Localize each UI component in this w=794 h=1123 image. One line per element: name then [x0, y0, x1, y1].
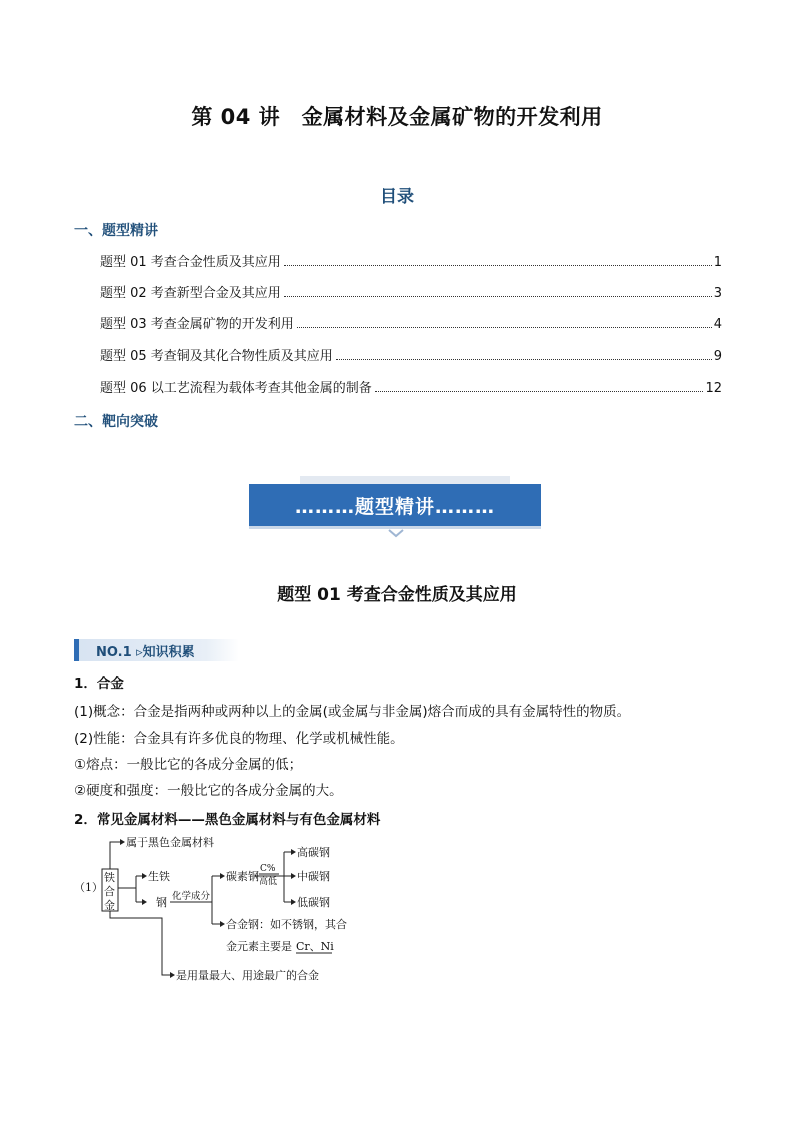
toc-entry[interactable] — [100, 283, 722, 301]
alloy-steel-label: 合金钢：如不锈钢，其合 — [226, 918, 347, 931]
alloy-concept: (1)概念：合金是指两种或两种以上的金属(或金属与非金属)熔合而成的具有金属特性的物质。 — [74, 704, 631, 720]
toc-entry-label: 题型 02 考查新型合金及其应用 — [100, 286, 281, 301]
heading-metal-materials: 2．常见金属材料——黑色金属材料与有色金属材料 — [74, 812, 381, 828]
carbon-fraction-top: C% — [260, 864, 276, 874]
toc-entry-label: 题型 03 考查金属矿物的开发利用 — [100, 317, 294, 332]
toc-entry[interactable] — [100, 346, 722, 364]
toc-entry-label: 题型 05 考查铜及其化合物性质及其应用 — [100, 349, 333, 364]
toc-leader — [336, 359, 712, 360]
toc-leader — [284, 296, 712, 297]
toc-entry-page: 12 — [705, 381, 722, 396]
iron-alloy-char: 合 — [104, 885, 115, 898]
high-carbon-steel-label: 高碳钢 — [297, 846, 330, 859]
carbon-fraction-bottom: 高低 — [259, 877, 278, 887]
knowledge-badge-bar — [74, 639, 79, 661]
toc-entry-label: 题型 01 考查合金性质及其应用 — [100, 255, 281, 270]
low-carbon-steel-label: 低碳钢 — [297, 896, 330, 909]
alloy-melting-point: ①熔点：一般比它的各成分金属的低； — [74, 757, 303, 773]
most-used-alloy-label: 是用量最大、用途最广的合金 — [176, 969, 319, 982]
black-metal-label: 属于黑色金属材料 — [126, 836, 214, 849]
toc-leader — [297, 327, 712, 328]
alloy-elements-value: Cr、Ni — [296, 940, 334, 953]
medium-carbon-steel-label: 中碳钢 — [297, 870, 330, 883]
toc-leader — [284, 265, 712, 266]
alloy-elements-label: 金元素主要是 — [226, 940, 292, 953]
toc-entry-page: 9 — [713, 349, 722, 364]
alloy-hardness: ②硬度和强度：一般比它的各成分金属的大。 — [74, 783, 343, 799]
topic-title: 题型 01 考查合金性质及其应用 — [277, 585, 517, 605]
page-title: 第 04 讲 金属材料及金属矿物的开发利用 — [191, 105, 603, 129]
toc-section-1[interactable]: 一、题型精讲 — [74, 223, 158, 239]
section-banner: ………题型精讲……… — [249, 484, 541, 528]
chem-composition-label: 化学成分 — [172, 891, 211, 902]
toc-leader — [375, 391, 704, 392]
knowledge-badge: NO.1 ▹知识积累 — [96, 645, 195, 660]
pig-iron-label: 生铁 — [148, 870, 170, 883]
chevron-down-icon — [387, 528, 405, 540]
steel-label: 钢 — [156, 896, 167, 909]
heading-alloy: 1．合金 — [74, 676, 124, 692]
iron-alloy-char: 铁 — [104, 871, 115, 884]
iron-alloy-diagram — [74, 832, 394, 997]
toc-entry[interactable] — [100, 314, 722, 332]
diagram-number: （1） — [74, 881, 103, 894]
alloy-property: (2)性能：合金具有许多优良的物理、化学或机械性能。 — [74, 731, 404, 747]
iron-alloy-char: 金 — [104, 899, 115, 912]
toc-entry-page: 1 — [713, 255, 722, 270]
toc-section-2[interactable]: 二、靶向突破 — [74, 414, 158, 430]
carbon-steel-label: 碳素钢 — [226, 870, 259, 883]
toc-entry[interactable] — [100, 252, 722, 270]
toc-entry-page: 3 — [713, 286, 722, 301]
toc-heading: 目录 — [380, 187, 414, 207]
toc-entry-page: 4 — [713, 317, 722, 332]
toc-entry-label: 题型 06 以工艺流程为载体考查其他金属的制备 — [100, 381, 372, 396]
toc-entry[interactable] — [100, 378, 722, 396]
banner-top-strip — [300, 476, 510, 484]
